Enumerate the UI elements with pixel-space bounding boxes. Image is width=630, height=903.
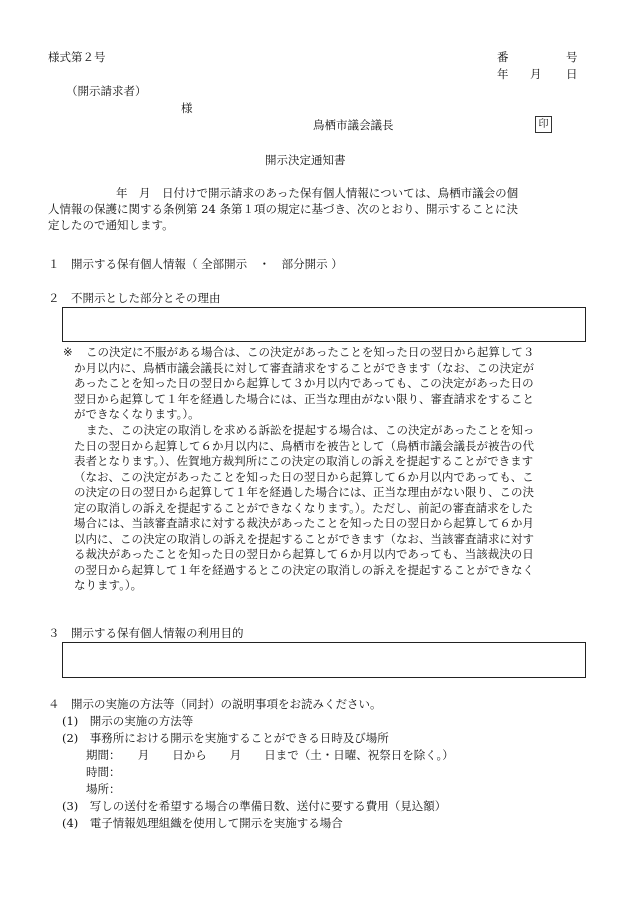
intro-line-3: 定したので通知します。 [48,218,174,232]
note-p2-line: なります。）。 [74,578,143,592]
section-4-item-1: (1) 開示の実施の方法等 [62,714,194,728]
note-mark: ※ [63,345,73,359]
usage-purpose-box[interactable] [62,642,586,678]
section-4-heading: ４ 開示の実施の方法等（同封）の説明事項をお読みください。 [48,697,382,711]
note-p1-line: か月以内に、鳥栖市議会議長に対して審査請求をすることができます（なお、この決定が [74,360,534,375]
number-label: 番 [497,50,509,64]
place-line: 場所： [86,782,121,796]
note-p1-line: ができなくなります。）。 [74,407,200,421]
date-month-label: 月 [530,67,542,81]
section-3-heading: ３ 開示する保有個人情報の利用目的 [48,626,244,640]
note-paragraph-2 [74,423,535,594]
intro-line-2: 人情報の保護に関する条例第 24 条第１項の規定に基づき、次のとおり、開示することに決 [48,202,518,216]
form-number: 様式第２号 [48,50,106,64]
requester-label: （開示請求者） [66,84,147,98]
section-2-heading: ２ 不開示とした部分とその理由 [48,291,221,305]
note-p2-line: また、この決定の取消しを求める訴訟を提起する場合は、この決定があったことを知っ [86,423,535,437]
note-p2-line: 以内に、この決定の取消しの訴えを提起することができます（なお、当該審査請求に対す [74,531,534,546]
note-p2-line: （なお、この決定があったことを知った日の翌日から起算して６か月以内であっても、こ [74,469,534,484]
note-p2-line: 表者となります。）、佐賀地方裁判所にこの決定の取消しの訴えを提起することができます [74,454,534,468]
section-4-item-2: (2) 事務所における開示を実施することができる日時及び場所 [62,731,389,745]
intro-paragraph [48,185,585,233]
note-p1-line: 翌日から起算して１年を経過した場合には、正当な理由がない限り、審査請求をすること [74,391,534,406]
date-day-label: 日 [566,67,578,81]
seal-mark: 印 [535,116,552,133]
number-suffix: 号 [566,50,578,64]
note-p2-line: の決定の日の翌日から起算して１年を経過した場合には、正当な理由がない限り、この決 [74,485,534,499]
document-title: 開示決定通知書 [265,153,346,167]
section-4-item-3: (3) 写しの送付を希望する場合の準備日数、送付に要する費用（見込額） [62,799,447,813]
date-year-label: 年 [497,67,509,81]
note-p2-line: の翌日から起算して１年を経過するとこの決定の取消しの訴えを提起することができなく [74,562,534,577]
note-p2-line: る裁決があったことを知った日の翌日から起算して６か月以内であっても、当該裁決の日 [74,547,534,561]
note-p2-line: 場合には、当該審査請求に対する裁決があったことを知った日の翌日から起算して６か月 [74,516,534,530]
section-4-item-4: (4) 電子情報処理組織を使用して開示を実施する場合 [62,816,343,830]
nondisclosure-reason-box[interactable] [62,307,586,342]
intro-line-1: 年 月 日付けで開示請求のあった保有個人情報については、鳥栖市議会の個 [116,186,519,200]
period-line: 期間： 月 日から 月 日まで（土・日曜、祝祭日を除く。） [86,748,454,762]
honorific: 様 [181,101,193,115]
note-p1-line: あったことを知った日の翌日から起算して３か月以内であっても、この決定があった日の [74,376,534,390]
section-1-heading: １ 開示する保有個人情報（ 全部開示 ・ 部分開示 ） [48,257,343,271]
note-p1-line: この決定に不服がある場合は、この決定があったことを知った日の翌日から起算して３ [86,345,535,359]
note-paragraph-1 [74,345,535,423]
time-line: 時間： [86,765,121,779]
issuer-name: 鳥栖市議会議長 [313,118,394,132]
note-p2-line: た日の翌日から起算して６か月以内に、鳥栖市を被告として（鳥栖市議会議長が被告の代 [74,438,534,453]
note-p2-line: 定の取消しの訴えを提起することができなくなります。）。ただし、前記の審査請求をした [74,500,534,515]
